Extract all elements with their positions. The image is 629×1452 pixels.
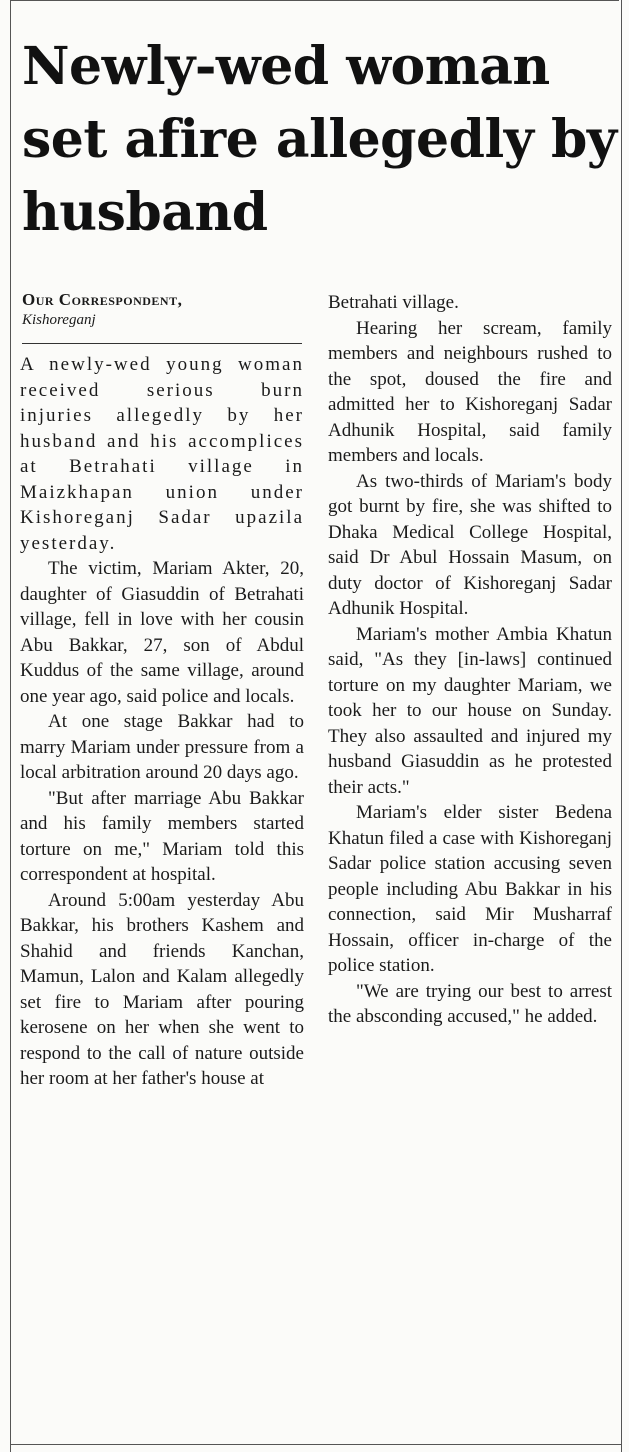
- paragraph: Around 5:00am yesterday Abu Bakkar, his brothers Kashem and Shahid and friends Kanchan, Mamun, Lalon and Kalam allegedly set fire to Mariam after pouring kerosene on her when she went to respond to the call of nature outside her room at her father's house at: [20, 889, 304, 1089]
- top-border-rule: [10, 0, 619, 1]
- paragraph: Mariam's mother Ambia Khatun said, "As they [in-laws] continued torture on my daughter Mariam, we took her to our house on Sunday. They also assaulted and injured my husband Giasuddin as he protested their acts.": [328, 623, 612, 798]
- paragraph: As two-thirds of Mariam's body got burnt by fire, she was shifted to Dhaka Medical College Hospital, said Dr Abul Hossain Masum, on duty doctor of Kishoreganj Sadar Adhunik Hospital.: [328, 470, 612, 619]
- bottom-border-rule: [10, 1444, 621, 1445]
- byline: [22, 289, 312, 329]
- paragraph: "But after marriage Abu Bakkar and his family members started torture on me," Mariam told this correspondent at hospital.: [20, 787, 304, 885]
- paragraph: Betrahati village.: [328, 292, 459, 313]
- paragraph: At one stage Bakkar had to marry Mariam under pressure from a local arbitration around 20 days ago.: [20, 711, 304, 783]
- byline-divider: [22, 343, 302, 344]
- byline-author: Our Correspondent,: [22, 290, 183, 309]
- left-border-rule: [10, 0, 11, 1452]
- article-headline: Newly-wed woman set afire allegedly by husband: [22, 36, 617, 243]
- byline-location: Kishoreganj: [22, 312, 96, 328]
- article-column-2: [328, 290, 612, 1030]
- article-column-1: [20, 352, 304, 1092]
- paragraph: A newly-wed young woman received serious burn injuries allegedly by her husband and his accomplices at Betrahati village in Maizkhapan union under Kishoreganj Sadar upazila yesterday.: [20, 354, 304, 554]
- paragraph: Mariam's elder sister Bedena Khatun filed a case with Kishoreganj Sadar police station accusing seven people including Abu Bakkar in his connection, said Mir Musharraf Hossain, officer in-charge of the police station.: [328, 802, 612, 976]
- paragraph: Hearing her scream, family members and neighbours rushed to the spot, doused the fire and admitted her to Kishoreganj Sadar Adhunik Hospital, said family members and locals.: [328, 317, 612, 466]
- paragraph: The victim, Mariam Akter, 20, daughter of Giasuddin of Betrahati village, fell in love with her cousin Abu Bakkar, 27, son of Abdul Kuddus of the same village, around one year ago, said police and locals.: [20, 558, 304, 707]
- paragraph: "We are trying our best to arrest the absconding accused," he added.: [328, 980, 612, 1027]
